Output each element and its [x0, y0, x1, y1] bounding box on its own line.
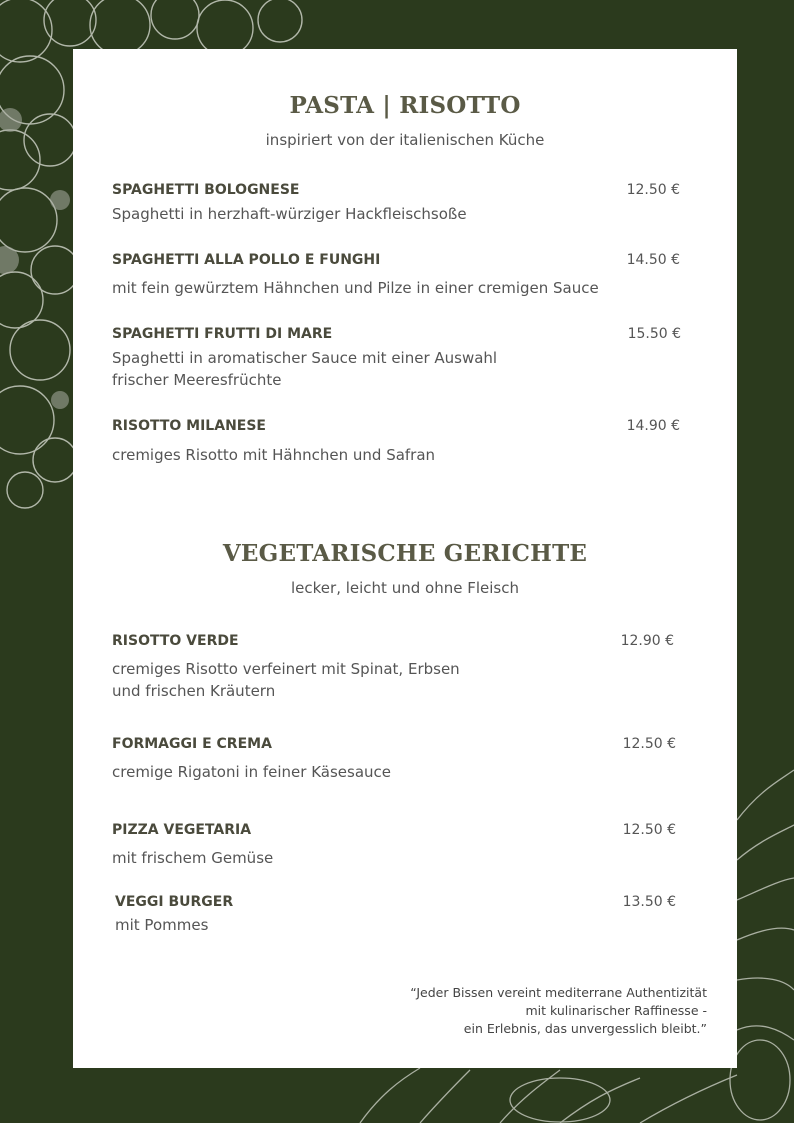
dish-price: 12.50 €: [626, 182, 680, 198]
quote-line: mit kulinarischer Raffinesse -: [525, 1003, 707, 1018]
section-title-vegetarian: VEGETARISCHE GERICHTE: [222, 540, 588, 567]
description-line: Spaghetti in aromatischer Sauce mit einer Auswahl: [112, 349, 498, 367]
section-title-pasta: PASTA | RISOTTO: [289, 92, 521, 119]
quote-line: “Jeder Bissen vereint mediterrane Authentizität: [410, 985, 707, 1000]
dish-description: cremiges Risotto mit Hähnchen und Safran: [112, 446, 436, 464]
dish-name: RISOTTO MILANESE: [112, 418, 266, 434]
dish-name: FORMAGGI E CREMA: [112, 736, 272, 752]
dish-price: 15.50 €: [627, 326, 681, 342]
dish-name: SPAGHETTI ALLA POLLO E FUNGHI: [112, 252, 381, 268]
description-line: frischer Meeresfrüchte: [112, 371, 282, 389]
closing-quote: [347, 984, 707, 1038]
section-subtitle-vegetarian: lecker, leicht und ohne Fleisch: [291, 579, 519, 597]
dish-price: 14.50 €: [626, 252, 680, 268]
dish-price: 12.50 €: [622, 822, 676, 838]
dish-price: 12.90 €: [620, 633, 674, 649]
description-line: und frischen Kräutern: [112, 682, 276, 700]
dish-price: 12.50 €: [622, 736, 676, 752]
dish-description: [112, 658, 460, 702]
menu-card: [73, 49, 737, 1068]
dish-name: SPAGHETTI FRUTTI DI MARE: [112, 326, 333, 342]
dish-description: mit Pommes: [115, 916, 209, 934]
dish-description: [112, 347, 497, 391]
section-subtitle-pasta: inspiriert von der italienischen Küche: [265, 131, 545, 149]
dish-description: Spaghetti in herzhaft-würziger Hackfleischsoße: [112, 205, 467, 223]
quote-line: ein Erlebnis, das unvergesslich bleibt.”: [463, 1021, 707, 1036]
description-line: cremiges Risotto verfeinert mit Spinat, Erbsen: [112, 660, 460, 678]
dish-price: 14.90 €: [626, 418, 680, 434]
dish-name: VEGGI BURGER: [115, 894, 234, 910]
dish-name: RISOTTO VERDE: [112, 633, 239, 649]
dish-description: cremige Rigatoni in feiner Käsesauce: [112, 763, 392, 781]
dish-description: mit frischem Gemüse: [112, 849, 274, 867]
dish-name: SPAGHETTI BOLOGNESE: [112, 182, 300, 198]
dish-name: PIZZA VEGETARIA: [112, 822, 252, 838]
dish-description: mit fein gewürztem Hähnchen und Pilze in einer cremigen Sauce: [112, 279, 599, 297]
dish-price: 13.50 €: [622, 894, 676, 910]
